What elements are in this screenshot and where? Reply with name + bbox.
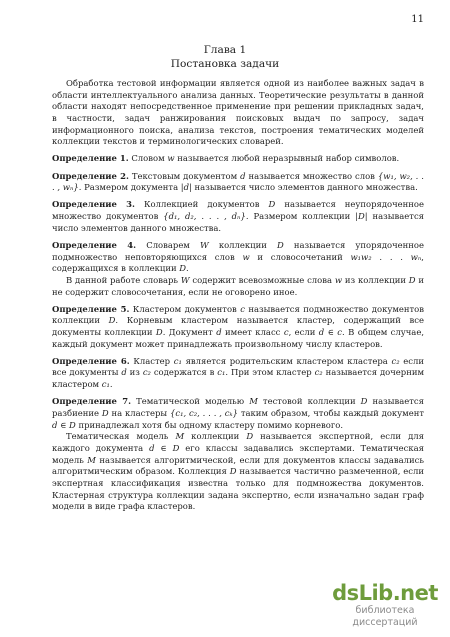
definition-4: Определение 4. Словарем W коллекции D называется упорядоченное подмножество неповторяющихся слов w и словосочетаний w₁w₂ . . . wₙ, содержащихся в коллекции D. [52, 239, 424, 274]
definition-5: Определение 5. Кластером документов c называется подмножество документов коллекции D. Корневым кластером называется кластер, содержащий все документы коллекции D. Документ d имеет класс c, если d ∈ c. В общем случае, каждый документ может принадлежать произвольному числу кластеров. [52, 303, 424, 349]
definition-label: Определение 2. [52, 170, 129, 181]
definition-label: Определение 1. [52, 153, 129, 164]
definition-7: Определение 7. Тематической моделью M тестовой коллекции D называется разбиение D на кластеры {c₁, c₂, . . . , cₖ} таким образом, чтобы каждый документ d ∈ D принадлежал хотя бы одному кластеру помимо корневого. [52, 396, 424, 430]
watermark-subtitle: библиотека диссертаций [352, 605, 418, 628]
definition-3: Определение 3. Коллекцией документов D называется неупорядоченное множество документов {d₁, d₂, . . . , dₙ}. Размером коллекции |D| называется число элементов данного множества. [52, 199, 424, 233]
definition-label: Определение 6. [52, 355, 130, 366]
chapter-title: Постановка задачи [170, 58, 280, 70]
definition-label: Определение 5. [52, 303, 130, 314]
watermark-logo: dsLib.net [332, 581, 438, 605]
definition-label: Определение 4. [52, 239, 137, 250]
definition-2: Определение 2. Текстовым документом d называется множество слов {w₁, w₂, . . . , wₙ}. Размером документа |d| называется число элементов данного множества. [52, 170, 424, 193]
definition-label: Определение 3. [52, 199, 135, 210]
intro-paragraph: Обработка тестовой информации является одной из наиболее важных задач в области интеллектуального анализа данных. Теоретические результаты в данной области находят непосредственное применение при решении прикладных задач, в частности, задач ранжирования поисковых выдач по запросу, задач информационного поиска, анализа текстов, построения тематических моделей коллекции текстов и терминологических словарей. [52, 78, 424, 147]
definition-6: Определение 6. Кластер c₁ является родительским кластером кластера c₂ если все документы d из c₂ содержатся в c₁. При этом кластер c₂ называется дочерним кластером c₁. [52, 355, 425, 390]
page-number: 11 [411, 14, 424, 25]
model-paragraph: Тематическая модель M коллекции D называется экспертной, если для каждого документа d ∈ D его классы задавались экспертами. Тематическая модель M называется алгоритмической, если для документов классы задавались алгоритмическим образом. Коллекция D называется частично размеченной, если экспертная классификация известна только для подмножества документов. Кластерная структура коллекции задана экспертно, если изначально задан граф модели в виде графа кластеров. [52, 431, 425, 512]
definition-1: Определение 1. Словом w называется любой неразрывный набор символов. [52, 153, 400, 164]
watermark [330, 581, 440, 629]
page-body [52, 78, 424, 518]
chapter-heading: Глава 1 [203, 44, 247, 56]
dictionary-paragraph: В данной работе словарь W содержит всевозможные слова w из коллекции D и не содержит словосочетания, если не оговорено иное. [52, 274, 424, 297]
definition-label: Определение 7. [52, 396, 132, 407]
